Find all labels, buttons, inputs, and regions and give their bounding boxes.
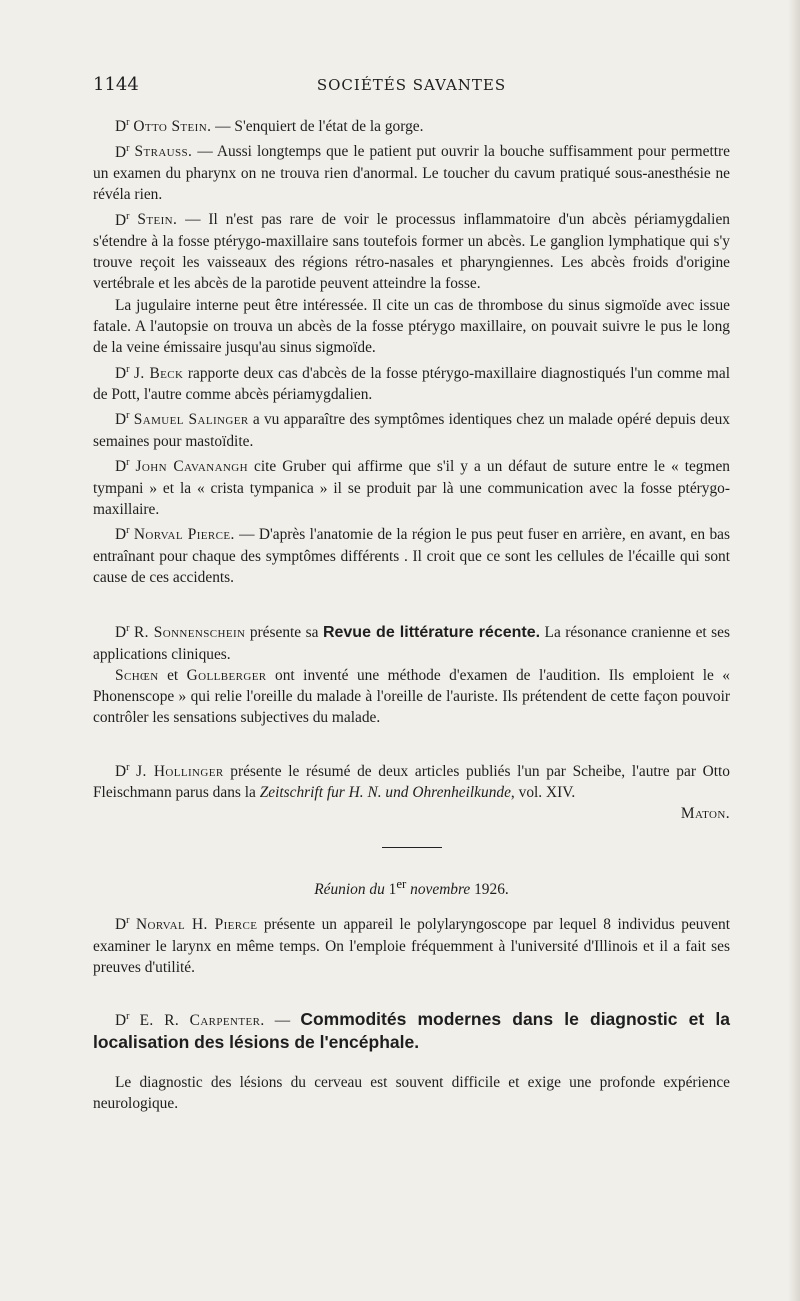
speaker-name: Samuel Salinger	[133, 411, 249, 429]
date-superscript: er	[396, 876, 407, 891]
speaker-name: Stein.	[137, 211, 178, 229]
paragraph-text: a vu apparaître des symptômes identiques chez un malade opéré depuis deux semaines pour mastoïdite.	[93, 411, 730, 450]
doctor-title: $D^r$	[115, 363, 130, 382]
paragraph-text: présente sa	[245, 624, 323, 642]
date-month: novembre	[406, 880, 475, 898]
running-title: SOCIÉTÉS SAVANTES	[316, 76, 507, 94]
section-divider	[382, 847, 442, 848]
paragraph-text: ont inventé une méthode d'examen de l'audition. Ils emploient le « Phonenscope » qui relie l'oreille du malade à l'oreille de l'auriste. Ils prétendent de cette façon pouvoir contrôler les sensations subjectives du malade.	[93, 666, 730, 727]
paragraph-text: La résonance cranienne et ses applications cliniques.	[93, 624, 730, 663]
paragraph	[93, 665, 730, 729]
journal-title: Zeitschrift fur H. N. und Ohrenheilkunde	[259, 784, 511, 802]
paragraph-text: présente le résumé de deux articles publiés l'un par Scheibe, l'autre par Otto Fleischmann parus dans la	[93, 762, 730, 802]
doctor-title: $D^r$	[115, 457, 130, 476]
paragraph-text: La jugulaire interne peut être intéressée. Il cite un cas de thrombose du sinus sigmoïde avec issue fatale. A l'autopsie on trouva un abcès de la fosse ptérygo maxillaire, on pouvait suivre le pus le long de la veine émissaire jusqu'au sinus sigmoïde.	[93, 296, 730, 357]
paragraph	[93, 757, 730, 804]
doctor-title: $D^r$	[115, 761, 130, 780]
doctor-title: $D^r$	[115, 117, 130, 136]
paragraph-text: —	[264, 1012, 301, 1030]
doctor-title: $D^r$	[115, 142, 130, 161]
speaker-name: John Cavanangh	[135, 458, 248, 476]
speaker-name: E. R. Carpenter.	[139, 1012, 265, 1030]
doctor-title: $D^r$	[115, 623, 130, 642]
page-edge	[788, 0, 800, 1301]
paragraph	[93, 405, 730, 452]
paragraph-text: — D'après l'anatomie de la région le pus peut fuser en arrière, en avant, en bas entraînant pour chaque des symptômes différents . Il croit que ce sont les cellules de l'écaille qui sont cause de ces accidents.	[93, 526, 730, 586]
page-number: 1144	[93, 74, 139, 95]
paragraph-text: présente un appareil le polylaryngoscope par lequel 8 individus peuvent examiner le larynx en même temps. On l'emploie fréquemment à l'université d'Illinois et il a fait ses preuves d'utilité.	[93, 916, 730, 976]
doctor-title: $D^r$	[115, 1011, 130, 1030]
paragraph-text: Le diagnostic des lésions du cerveau est souvent difficile et exige une profonde expérience neurologique.	[93, 1073, 730, 1113]
paragraph-text: et	[158, 666, 187, 684]
date-day: 1er	[388, 876, 407, 898]
speaker-name: Strauss.	[134, 143, 193, 161]
paragraph	[93, 452, 730, 520]
paragraph	[93, 112, 730, 137]
speaker-name: Norval Pierce.	[133, 526, 235, 544]
paragraph-text: rapporte deux cas d'abcès de la fosse ptérygo-maxillaire diagnostiqués l'un comme mal de Pott, l'autre comme abcès périamygdalien.	[93, 364, 730, 404]
paragraph-text: — Aussi longtemps que le patient put ouvrir la bouche suffisamment pour permettre un examen du pharynx on ne trouva rien d'anormal. Le toucher du cavum pratiqué sous-anesthésie ne révéla rien.	[93, 143, 730, 204]
signature: Maton.	[680, 805, 730, 823]
date-prefix: Réunion du	[314, 880, 389, 898]
paragraph-text: cite Gruber qui affirme que s'il y a un défaut de suture entre le « tegmen tympani » et la « crista tympanica » il se produit par là une communication avec la fosse ptérygo-maxillaire.	[93, 458, 730, 518]
lecture-title: Commodités modernes dans le diagnostic et la localisation des lésions de l'encéphale.	[93, 1009, 730, 1052]
paragraph	[93, 359, 730, 406]
article-body	[93, 112, 730, 1114]
review-title: Revue de littérature récente.	[322, 624, 541, 642]
doctor-title: $D^r$	[115, 915, 130, 934]
paragraph	[93, 618, 730, 665]
speaker-name: J. Hollinger	[136, 762, 224, 780]
doctor-title: $D^r$	[115, 525, 130, 544]
paragraph	[93, 1072, 730, 1115]
speaker-name: Norval H. Pierce	[135, 916, 258, 934]
date-year: 1926.	[474, 880, 509, 898]
paragraph-text: — S'enquiert de l'état de la gorge.	[211, 118, 424, 136]
paragraph	[93, 1006, 730, 1054]
speaker-name: R. Sonnenschein	[133, 624, 246, 642]
speaker-name: Otto Stein.	[133, 118, 212, 136]
author-name: Schœn	[115, 666, 159, 684]
paragraph	[93, 205, 730, 294]
paragraph-text: , vol. XIV.	[510, 784, 576, 802]
paragraph	[93, 910, 730, 978]
paragraph-text: — Il n'est pas rare de voir le processus inflammatoire d'un abcès périamygdalien s'étendre à la fosse ptérygo-maxillaire sans toutefois former un abcès. Le ganglion lymphatique qui s'y trouve reçoit les vaisseaux des régions rétro-nasales et pharyngiennes. Les abcès froids d'origine vertébrale et les abcès de la parotide peuvent atteindre la fosse.	[93, 211, 730, 293]
doctor-title: $D^r$	[115, 410, 130, 429]
page-header	[93, 74, 730, 98]
paragraph	[93, 137, 730, 205]
author-name: Gollberger	[186, 666, 267, 684]
paragraph	[93, 520, 730, 588]
paragraph	[93, 295, 730, 359]
doctor-title: $D^r$	[115, 210, 130, 229]
speaker-name: J. Beck	[133, 364, 184, 382]
meeting-date	[93, 874, 730, 900]
